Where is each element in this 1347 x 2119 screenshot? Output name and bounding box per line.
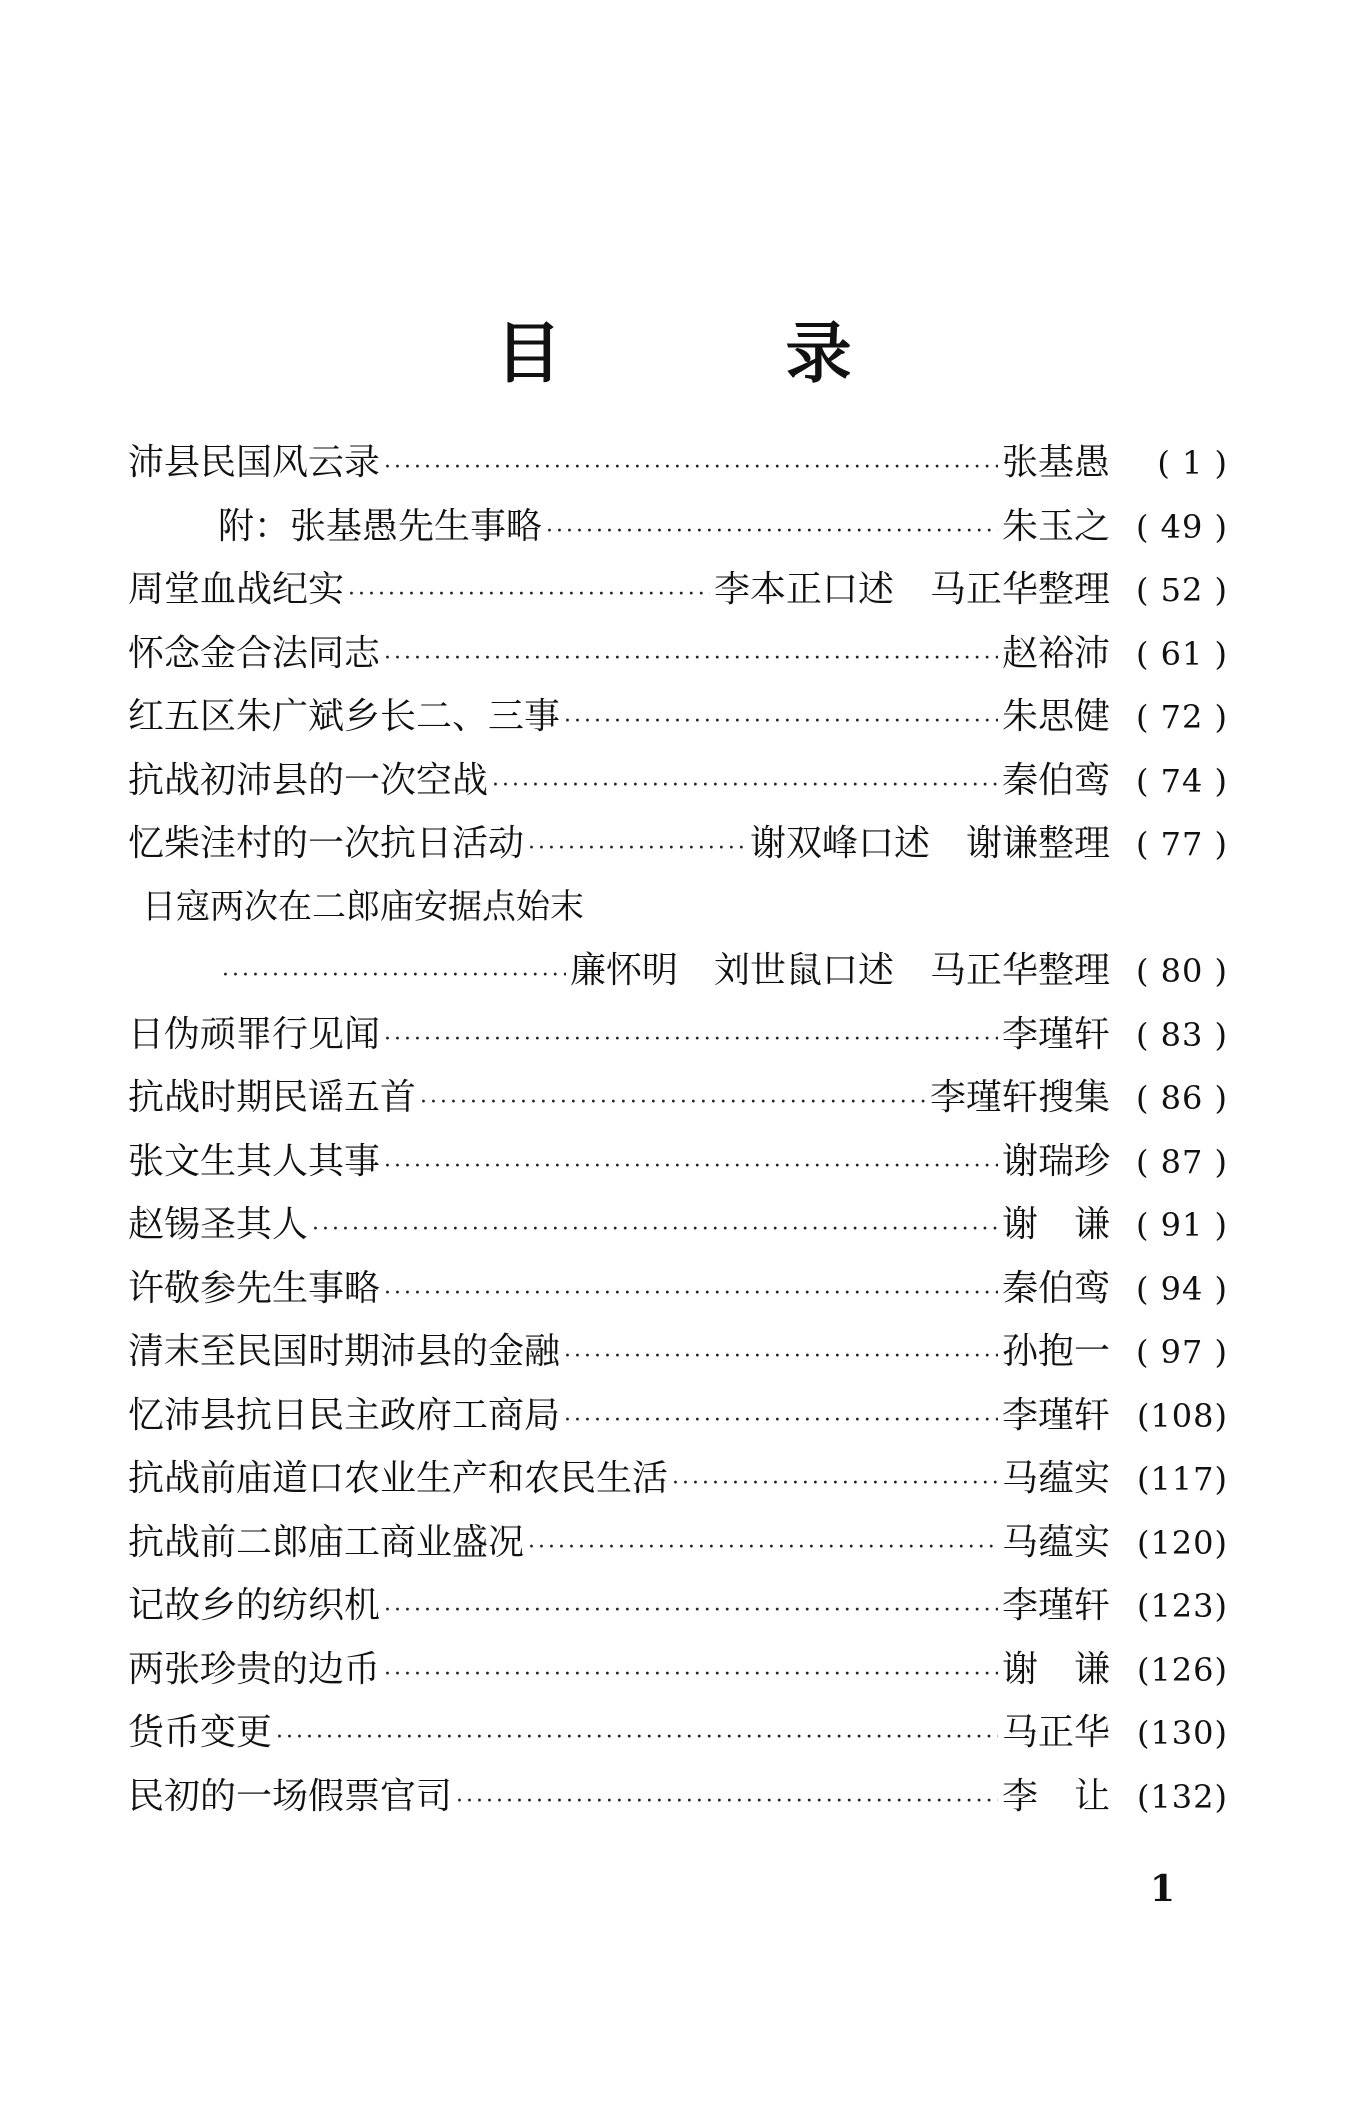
page-title-char: 录: [785, 314, 852, 392]
dot-leader: [384, 646, 998, 671]
dot-leader: [276, 1725, 998, 1750]
toc-entry: [128, 1450, 1228, 1514]
entry-page: ( 83 ): [1135, 1015, 1228, 1054]
entry-author: 李瑾轩搜集: [929, 1077, 1110, 1118]
entry-author: 孙抱一: [1001, 1331, 1110, 1372]
entry-author: 马蕴实: [1001, 1521, 1110, 1563]
toc-entry: [128, 1577, 1228, 1641]
entry-author: 李瑾轩: [1001, 1585, 1110, 1626]
entry-page: ( 94 ): [1135, 1269, 1228, 1308]
entry-author: 李 让: [1001, 1775, 1110, 1817]
entry-title: 沛县民国风云录: [128, 442, 381, 483]
dot-leader: [564, 1344, 998, 1369]
toc-entry: [128, 1069, 1228, 1133]
entry-page: (108): [1136, 1396, 1228, 1435]
page-title: [0, 300, 1347, 395]
toc-entry: [128, 688, 1228, 752]
toc-entry: [128, 1260, 1228, 1324]
entry-title: 记故乡的纺织机: [128, 1585, 381, 1626]
entry-page: ( 80 ): [1135, 952, 1228, 990]
entry-author: 马蕴实: [1001, 1458, 1110, 1499]
page-title-char: 目: [495, 314, 562, 392]
entry-page: ( 72 ): [1135, 698, 1228, 736]
entry-title: 忆柴洼村的一次抗日活动: [128, 823, 525, 864]
entry-author: 秦伯鸾: [1001, 1267, 1110, 1309]
dot-leader: [546, 519, 998, 544]
entry-title: 抗战前庙道口农业生产和农民生活: [128, 1458, 669, 1499]
entry-author: 朱玉之: [1001, 505, 1110, 547]
entry-author: 谢 谦: [1001, 1648, 1110, 1690]
toc-entry: [128, 561, 1228, 625]
entry-author: 李本正口述 马正华整理: [713, 569, 1110, 610]
toc-entry: [128, 1514, 1228, 1578]
toc-entry: [128, 1323, 1228, 1387]
toc-entry: [128, 815, 1228, 879]
toc-entry: [128, 1768, 1228, 1832]
entry-title: 怀念金合法同志: [128, 632, 381, 674]
dot-leader: [312, 1217, 998, 1242]
entry-page: ( 91 ): [1135, 1206, 1228, 1244]
dot-leader: [492, 773, 998, 798]
entry-author: 赵裕沛: [1001, 632, 1110, 674]
entry-author: 秦伯鸾: [1001, 759, 1110, 801]
entry-title: 赵锡圣其人: [128, 1204, 309, 1245]
dot-leader: [420, 1090, 926, 1115]
page-number: 1: [1150, 1868, 1176, 1910]
entry-page: ( 97 ): [1135, 1333, 1228, 1371]
toc-entry: [128, 625, 1228, 689]
entry-page: (117): [1136, 1460, 1228, 1498]
dot-leader: [564, 709, 998, 734]
dot-leader: [528, 1535, 998, 1560]
entry-title: 货币变更: [128, 1712, 273, 1753]
dot-leader: [348, 582, 710, 607]
toc-entry-continuation: [128, 942, 1228, 1006]
dot-leader: [384, 1598, 998, 1623]
entry-author: 谢 谦: [1001, 1204, 1110, 1245]
entry-title: 附：张基愚先生事略: [218, 505, 543, 547]
dot-leader: [456, 1789, 998, 1814]
entry-page: ( 52 ): [1135, 571, 1228, 609]
toc-entry: [128, 1387, 1228, 1451]
dot-leader: [384, 1281, 998, 1306]
toc-entry: [128, 1641, 1228, 1705]
entry-page: (132): [1136, 1777, 1228, 1816]
toc-entry: [128, 498, 1228, 562]
dot-leader: [384, 455, 998, 480]
entry-author: 张基愚: [1001, 442, 1110, 483]
toc-entry: [128, 752, 1228, 816]
entry-title: 许敬参先生事略: [128, 1267, 381, 1309]
entry-author: 李瑾轩: [1001, 1013, 1110, 1055]
entry-title: 民初的一场假票官司: [128, 1775, 453, 1817]
toc-entry: [128, 879, 1228, 943]
entry-title: 日伪顽罪行见闻: [128, 1013, 381, 1055]
dot-leader: [384, 1662, 998, 1687]
entry-author: 廉怀明 刘世鼠口述 马正华整理: [569, 950, 1110, 991]
entry-author: 马正华: [1001, 1712, 1110, 1753]
toc-entry: [128, 1006, 1228, 1070]
dot-leader: [672, 1471, 998, 1496]
dot-leader: [384, 1154, 998, 1179]
dot-leader: [222, 963, 566, 988]
entry-title: 清末至民国时期沛县的金融: [128, 1331, 561, 1372]
dot-leader: [384, 1027, 998, 1052]
entry-page: ( 87 ): [1135, 1142, 1228, 1181]
entry-title: 两张珍贵的边币: [128, 1648, 381, 1690]
entry-page: ( 49 ): [1135, 507, 1228, 546]
entry-page: (130): [1136, 1714, 1228, 1752]
entry-title: 抗战时期民谣五首: [128, 1077, 417, 1118]
entry-title: 日寇两次在二郎庙安据点始末: [142, 886, 584, 927]
entry-title: 抗战初沛县的一次空战: [128, 759, 489, 801]
entry-title: 周堂血战纪实: [128, 569, 345, 610]
entry-page: ( 1 ): [1157, 444, 1228, 482]
entry-title: 张文生其人其事: [128, 1140, 381, 1182]
entry-author: 谢双峰口述 谢谦整理: [749, 823, 1110, 864]
entry-page: ( 77 ): [1135, 825, 1228, 863]
toc-entry: [128, 434, 1228, 498]
entry-page: ( 86 ): [1135, 1079, 1228, 1117]
entry-page: (123): [1136, 1587, 1228, 1625]
entry-title: 忆沛县抗日民主政府工商局: [128, 1394, 561, 1436]
table-of-contents: [128, 434, 1228, 1831]
entry-author: 朱思健: [1001, 696, 1110, 737]
entry-title: 红五区朱广斌乡长二、三事: [128, 696, 561, 737]
toc-entry: [128, 1133, 1228, 1197]
entry-page: ( 61 ): [1135, 634, 1228, 673]
entry-title: 抗战前二郎庙工商业盛况: [128, 1521, 525, 1563]
toc-entry: [128, 1704, 1228, 1768]
entry-page: (120): [1136, 1523, 1228, 1562]
entry-page: ( 74 ): [1135, 761, 1228, 800]
dot-leader: [528, 836, 746, 861]
entry-author: 谢瑞珍: [1001, 1140, 1110, 1182]
entry-page: (126): [1136, 1650, 1228, 1689]
toc-entry: [128, 1196, 1228, 1260]
dot-leader: [564, 1408, 998, 1433]
entry-author: 李瑾轩: [1001, 1394, 1110, 1436]
